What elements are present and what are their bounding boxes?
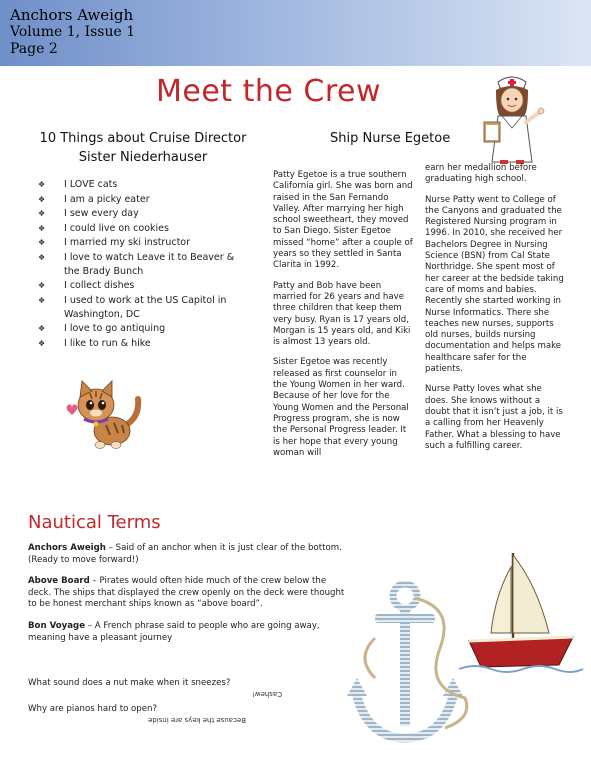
item-text: I love to watch Leave it to Beaver & the Brady Bunch	[64, 251, 235, 277]
diamond-bullet-icon: ❖	[38, 194, 46, 204]
item-text: I LOVE cats	[64, 179, 118, 190]
heading-line-1: 10 Things about Cruise Director	[39, 131, 247, 146]
page-title: Meet the Crew	[156, 74, 381, 109]
list-item	[38, 322, 248, 336]
heading-line-2: Sister Niederhauser	[78, 150, 208, 165]
diamond-bullet-icon: ❖	[38, 238, 46, 247]
article-paragraph: Patty and Bob have been married for 26 years and have three children that keep them very busy. Ryan is 17 years old, Morgan is 15 years old, and Kiki is almost 13 years old.	[273, 280, 411, 348]
joke-question: What sound does a nut make when it sneezes?	[28, 678, 231, 688]
diamond-bullet-icon: ❖	[38, 324, 46, 333]
article-paragraph: Sister Egetoe was recently released as first counselor in the Young Women in her ward. Because of her love for the Young Women and the Personal Progress program, she is now the Personal Progress leader. It is her hope that every young woman will	[273, 357, 409, 458]
list-item	[38, 178, 248, 192]
diamond-bullet-icon: ❖	[38, 180, 46, 189]
nurse-article-column-2	[425, 163, 565, 461]
masthead	[10, 7, 135, 58]
issue-label: Volume 1, Issue 1	[10, 24, 136, 40]
diamond-bullet-icon: ❖	[38, 252, 46, 262]
list-item	[38, 279, 248, 293]
diamond-bullet-icon: ❖	[38, 209, 46, 218]
ten-things-list	[38, 178, 248, 351]
term-definition: – A French phrase said to people who are going away, meaning have a pleasant journey	[28, 620, 320, 643]
diamond-bullet-icon: ❖	[38, 223, 46, 233]
joke-question: Why are pianos hard to open?	[28, 704, 158, 714]
nurse-article-column-1	[273, 170, 413, 468]
diamond-bullet-icon: ❖	[38, 295, 46, 305]
item-text: I married my ski instructor	[64, 237, 191, 248]
term-name: Above Board	[28, 576, 90, 587]
article-paragraph: Patty Egetoe is a true southern California girl. She was born and raised in the San Fernando Valley. After marrying her high school sweetheart, they moved to San Diego. Sister Egetoe missed “home” after a couple of years so they settled in Santa Clarita in 1992.	[273, 170, 413, 271]
item-text: I am a picky eater	[64, 193, 150, 205]
term-name: Bon Voyage	[28, 620, 86, 631]
item-text: I could live on cookies	[64, 222, 169, 234]
term-definition: – Pirates would often hide much of the crew below the deck. The ships that displayed the crew openly on the deck were thought to be honest merchant ships known as “above board”.	[28, 576, 345, 610]
article-paragraph: earn her medallion before graduating high school.	[425, 163, 537, 185]
joke-answer-upside-down: Cashew!	[252, 690, 283, 698]
sailboat-illustration	[455, 545, 585, 675]
list-item	[38, 222, 248, 236]
term-name: Anchors Aweigh	[28, 543, 106, 553]
item-text: I collect dishes	[64, 280, 135, 291]
list-item	[38, 193, 248, 207]
nautical-terms-list	[28, 543, 348, 654]
diamond-bullet-icon: ❖	[38, 281, 46, 290]
term-entry	[28, 543, 348, 566]
article-paragraph: Nurse Patty loves what she does. She knows without a doubt that it isn’t just a job, it is a calling from her Heavenly Father. What a blessing to have such a fulfilling career.	[425, 384, 563, 451]
list-item	[38, 236, 248, 250]
ship-nurse-heading: Ship Nurse Egetoe	[330, 131, 451, 146]
article-paragraph: Nurse Patty went to College of the Canyons and graduated the Registered Nursing program in 1996. In 2010, she received her Bachelors Degree in Nursing Science (BSN) from Cal State Northridge. She spent most of her career at the bedside taking care of moms and babies. Recently she started working in Nurse Informatics. There she teaches new nurses, supports old nurses, builds nursing documentation and helps make healthcare safer for the patients.	[425, 194, 564, 375]
list-item	[38, 207, 248, 221]
nurse-illustration	[476, 72, 548, 167]
list-item	[38, 251, 248, 279]
list-item	[38, 337, 248, 351]
term-entry	[28, 576, 348, 611]
term-definition: – Said of an anchor when it is just clear of the bottom. (Ready to move forward!)	[28, 543, 342, 565]
item-text: I like to run & hike	[64, 337, 151, 349]
item-text: I sew every day	[64, 208, 139, 219]
item-text: I used to work at the US Capitol in Washington, DC	[64, 294, 227, 320]
joke-answer-upside-down: Because the keys are inside	[148, 716, 246, 724]
cat-illustration	[62, 375, 146, 453]
page-label: Page 2	[10, 41, 58, 57]
nautical-terms-heading: Nautical Terms	[28, 512, 161, 533]
diamond-bullet-icon: ❖	[38, 338, 46, 348]
item-text: I love to go antiquing	[64, 323, 166, 334]
term-entry	[28, 621, 348, 644]
list-item	[38, 294, 248, 322]
cruise-director-heading	[18, 129, 268, 167]
newsletter-name: Anchors Aweigh	[10, 6, 134, 24]
